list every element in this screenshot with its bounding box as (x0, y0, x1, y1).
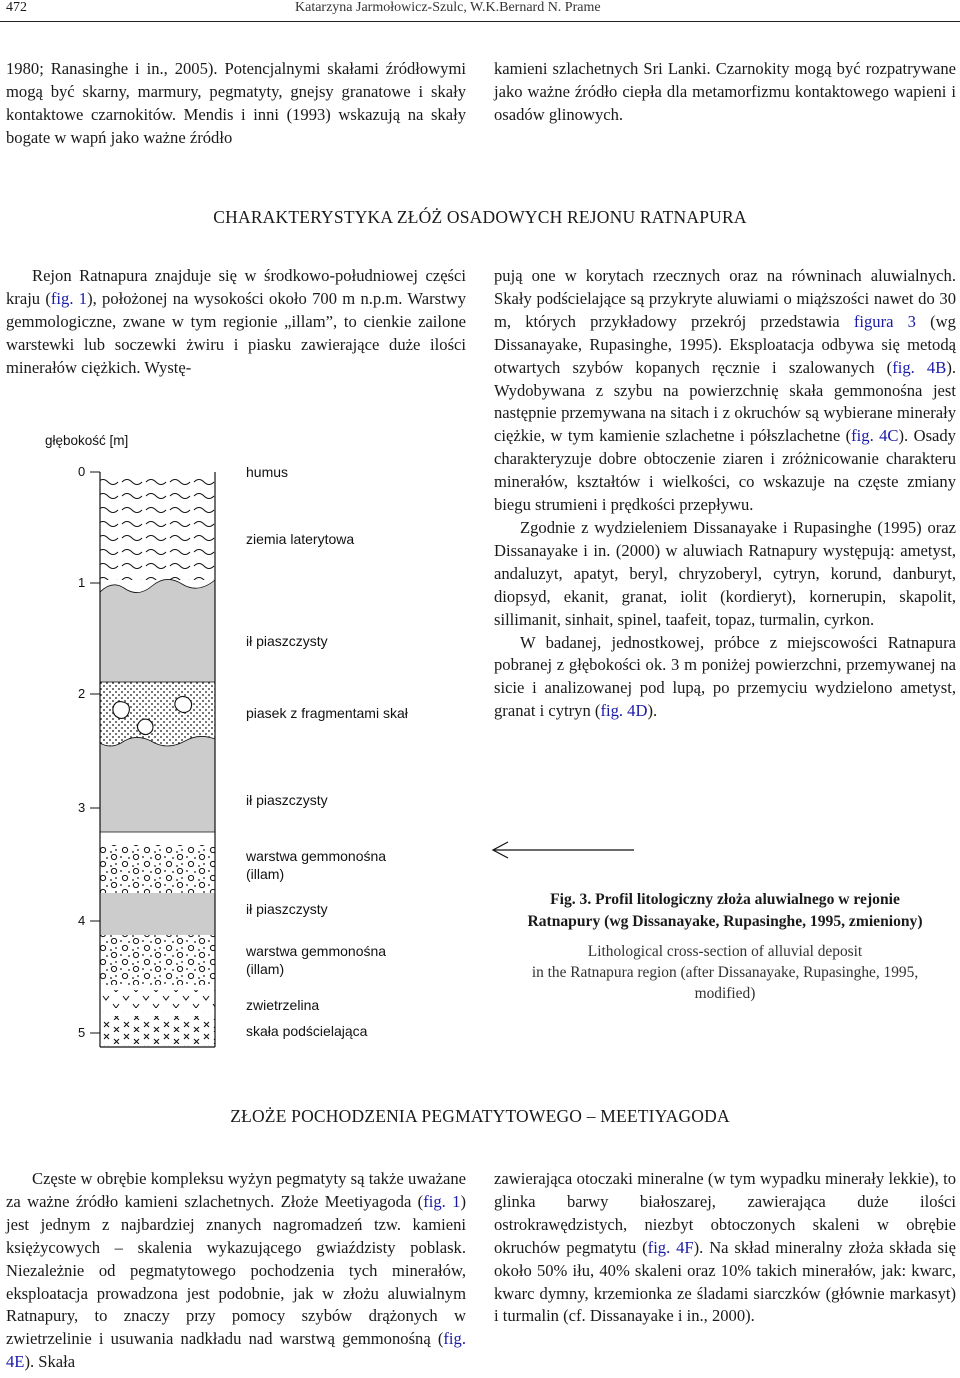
section1-right-paragraph-2: Zgodnie z wydzieleniem Dissanayake i Rupasinghe (1995) oraz Dissanayake i in. (2000) w aluwiach Ratnapury występują: ametyst, andaluzyt, apatyt, beryl, chryzoberyl, cytryn, korund, danburyt, diopsyd, ekanit, granat, iolit (kordieryt), kornerupin, skapolit, sillimanit, sinhait, spinel, taafeit, topaz, turmalin, cyrkon. (494, 517, 956, 629)
layer-label: humus (246, 464, 289, 480)
layer-labels (245, 464, 409, 1039)
figure-link[interactable]: fig. 4C (851, 426, 899, 446)
layer-humus-and-laterite (100, 472, 215, 580)
left-arrow-icon (488, 838, 638, 862)
figure-link[interactable]: fig. 1 (423, 1191, 461, 1211)
layer-gem-bearing-illam-2 (100, 935, 215, 985)
figure-link[interactable]: fig. 4F (647, 1237, 694, 1257)
lithological-profile-figure (30, 400, 460, 1060)
figure-link[interactable]: figura 3 (853, 311, 916, 331)
figure-caption-english: Lithological cross-section of alluvial deposit in the Ratnapura region (after Dissanayake, Rupasinghe, 1995, modified) (531, 943, 919, 1002)
depth-tick: 3 (78, 800, 86, 815)
depth-tick: 2 (78, 686, 86, 701)
section1-left-paragraph: Rejon Ratnapura znajduje się w środkowo-południowej części kraju (fig. 1), położonej na wysokości około 700 m n.p.m. Warstwy gemmologiczne, zwane w tym regionie „illam”, to cienkie zailone warstewki lub soczewki żwiru i piasku zawierające duże ilości minerałów ciężkich. Wystę- (6, 266, 466, 377)
section1-left-column (6, 265, 466, 380)
section1-right-paragraph-3: W badanej, jednostkowej, próbce z miejscowości Ratnapura pobranej z głębokości ok. 3 m poniżej powierzchni, przemywanej na sicie i analizowanej pod lupą, po przemyciu wydzielono ametyst, granat i cytryn (fig. 4D). (494, 632, 956, 721)
figure-caption (494, 889, 956, 1004)
layer-gem-bearing-illam-1 (100, 845, 215, 893)
page-number: 472 (6, 0, 27, 15)
section-title-ratnapura: CHARAKTERYSTYKA ZŁÓŻ OSADOWYCH REJONU RATNAPURA (213, 207, 747, 227)
section2-right-paragraph: zawierająca otoczaki mineralne (w tym wypadku minerały lekkie), to glinka barwy białoszarej, zawierająca duże ilości ostrokrawędzistych, niezbyt obtoczonych skaleni w obrębie okruchów pegmatytu (fig. 4F). Na skład mineralny złoża składa się około 50% iłu, 40% skaleni oraz 10% takich minerałów, jak: kwarc, kwarc dymny, krzemionka ze śladami siarczków (głównie markasyt) i turmalin (cf. Dissanayake i in., 2000). (494, 1169, 957, 1326)
depth-tick: 5 (78, 1025, 86, 1040)
intro-right-column (494, 58, 956, 127)
running-head-authors: Katarzyna Jarmołowicz-Szulc, W.K.Bernard N. Prame (295, 0, 601, 15)
header-rule (0, 21, 960, 22)
layer-sandy-clay-1 (100, 579, 215, 682)
intro-right-paragraph: kamieni szlachetnych Sri Lanki. Czarnokity mogą być rozpatrywane jako ważne źródło ciepła dla metamorfizmu kontaktowego wapieni i osadów glinowych. (494, 59, 956, 124)
depth-tick: 0 (78, 464, 86, 479)
layer-label: ił piaszczysty (246, 792, 328, 808)
layer-bedrock (100, 1016, 215, 1046)
section-title-meetiyagoda: ZŁOŻE POCHODZENIA PEGMATYTOWEGO – MEETIYAGODA (230, 1106, 730, 1126)
depth-axis-title: głębokość [m] (45, 433, 129, 448)
layer-label: zwietrzelina (246, 997, 320, 1013)
section2-right-column (494, 1168, 956, 1328)
section1-right-paragraph-1: pują one w korytach rzecznych oraz na równinach aluwialnych. Skały podścielające są przykryte aluwiami o miąższości nawet do 30 m, których przykładowy przekrój przedstawia figura 3 (wg Dissanayake, Rupasinghe, 1995). Eksploatacja odbywa się metodą otwartych szybów kopanych ręcznie i szalowanych (fig. 4B). Wydobywana z szybu na powierzchnię skała gemmonośna jest następnie przemywana na sitach i z okruchów są wybierane minerały ciężkie, w tym kamienie szlachetne i półszlachetne (fig. 4C). Osady charakteryzuje dobre obtoczenie ziaren i zróżnicowanie charakteru minerałów, kształtów i wielkości, co wskazuje na częste zmiany biegu strumieni i prędkości przepływu. (494, 266, 956, 515)
intro-left-paragraph: 1980; Ranasinghe i in., 2005). Potencjalnymi skałami źródłowymi mogą być skarny, marmury, pegmatyty, gnejsy granatowe i skały kontaktowe czarnokitów. Mendis i inni (1993) wskazują na skały bogate w wapń jako ważne źródło (6, 59, 466, 147)
layer-sandy-clay-2 (100, 736, 215, 832)
section2-left-column (6, 1168, 466, 1374)
layer-label: (illam) (246, 961, 285, 977)
layer-label: piasek z fragmentami skał (246, 705, 408, 721)
layer-label: (illam) (246, 866, 285, 882)
figure-caption-title: Fig. 3. Profil litologiczny złoża aluwialnego w rejonie Ratnapury (wg Dissanayake, Rupasinghe, 1995, zmieniony) (527, 891, 923, 930)
figure-link[interactable]: fig. 4D (600, 701, 648, 721)
figure-link[interactable]: fig. 4E (6, 1329, 466, 1372)
layer-label: ił piaszczysty (246, 901, 328, 917)
depth-tick: 4 (78, 913, 86, 928)
section2-left-paragraph: Częste w obrębie kompleksu wyżyn pegmatyty są także uważane za ważne źródło kamieni szlachetnych. Złoże Meetiyagoda (fig. 1) jest jednym z najbardziej znanych nagromadzeń tzw. kamieni księżycowych – skalenia wykazującego gwiaździsty poblask. Niezależnie od pegmatytowego pochodzenia tych minerałów, eksploatacja prowadzona jest podobnie, jak w złożu aluwialnym Ratnapury, to znaczy przy pomocy szybów drążonych w zwietrzelinie i usuwania nadkładu nad warstwą gemmonośną (fig. 4E). Skała (6, 1169, 466, 1372)
intro-left-column (6, 58, 466, 150)
layer-weathered-rock (100, 990, 215, 1012)
depth-tick: 1 (78, 575, 86, 590)
layer-label: skała podścielająca (246, 1023, 368, 1039)
layer-label: warstwa gemmonośna (246, 943, 387, 959)
section1-right-column (494, 265, 956, 723)
layer-sandy-clay-3 (100, 893, 215, 935)
depth-ticks (78, 464, 100, 1040)
figure-link[interactable]: fig. 1 (50, 288, 88, 308)
layer-label: ił piaszczysty (246, 633, 328, 649)
running-header (0, 0, 960, 22)
layer-label: ziemia laterytowa (246, 531, 355, 547)
figure-link[interactable]: fig. 4B (892, 357, 947, 377)
layer-label: warstwa gemmonośna (246, 848, 387, 864)
